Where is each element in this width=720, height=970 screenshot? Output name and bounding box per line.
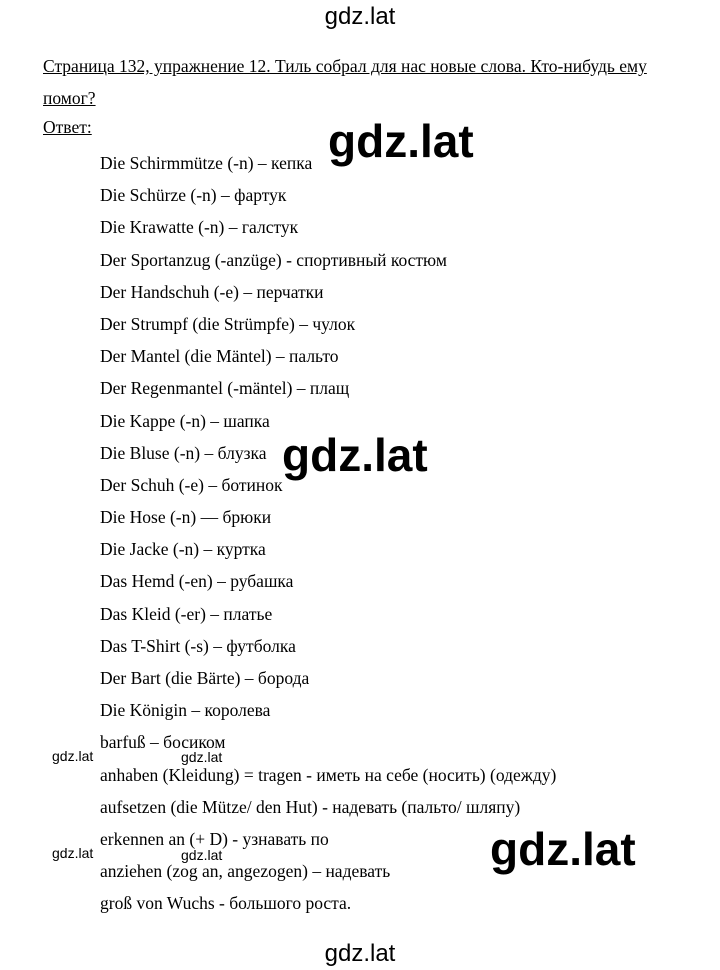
list-item: Der Regenmantel (-mäntel) – плащ bbox=[100, 378, 350, 399]
list-item: Das Kleid (-er) – платье bbox=[100, 603, 273, 624]
list-item: Die Hose (-n) — брюки bbox=[100, 507, 272, 528]
list-item: Die Kappe (-n) – шапка bbox=[100, 410, 270, 431]
list-item: aufsetzen (die Mütze/ den Hut) - надевать (пальто/ шляпу) bbox=[100, 796, 521, 817]
list-item: barfuß – босиком bbox=[100, 732, 226, 753]
watermark-small: gdz.lat bbox=[52, 748, 94, 764]
watermark-large: gdz.lat bbox=[328, 115, 474, 167]
list-item: Das T-Shirt (-s) – футболка bbox=[100, 635, 296, 656]
list-item: groß von Wuchs - большого роста. bbox=[100, 893, 352, 914]
list-item: Die Schürze (-n) – фартук bbox=[100, 185, 287, 206]
list-item: Der Sportanzug (-anzüge) - спортивный костюм bbox=[100, 249, 447, 270]
watermark-small: gdz.lat bbox=[181, 749, 223, 765]
list-item: Das Hemd (-en) – рубашка bbox=[100, 571, 294, 592]
exercise-heading: Страница 132, упражнение 12. Тиль собрал для нас новые слова. Кто-нибудь ему помог? bbox=[43, 56, 647, 108]
answer-label: Ответ: bbox=[43, 117, 92, 137]
list-item: Der Strumpf (die Strümpfe) – чулок bbox=[100, 313, 356, 334]
list-item: Die Schirmmütze (-n) – кепка bbox=[100, 153, 313, 173]
watermark-bottom: gdz.lat bbox=[324, 940, 396, 967]
list-item: anhaben (Kleidung) = tragen - иметь на себе (носить) (одежду) bbox=[100, 764, 557, 785]
list-item: anziehen (zog an, angezogen) – надевать bbox=[100, 861, 391, 882]
list-item: Der Schuh (-e) – ботинок bbox=[100, 474, 283, 495]
list-item: Der Bart (die Bärte) – борода bbox=[100, 668, 310, 688]
list-item: Die Bluse (-n) – блузка bbox=[100, 442, 267, 463]
list-item: erkennen an (+ D) - узнавать по bbox=[100, 828, 329, 849]
list-item: Die Jacke (-n) – куртка bbox=[100, 539, 266, 560]
watermark-large: gdz.lat bbox=[490, 823, 636, 875]
vocabulary-list bbox=[100, 147, 556, 920]
list-item: Der Mantel (die Mäntel) – пальто bbox=[100, 346, 339, 367]
list-item: Die Königin – королева bbox=[100, 700, 271, 721]
watermark-large: gdz.lat bbox=[282, 429, 428, 481]
watermark-small: gdz.lat bbox=[52, 845, 94, 861]
list-item: Der Handschuh (-e) – перчатки bbox=[100, 281, 324, 302]
watermark-small: gdz.lat bbox=[181, 847, 223, 863]
watermark-top: gdz.lat bbox=[324, 3, 396, 30]
list-item: Die Krawatte (-n) – галстук bbox=[100, 217, 299, 238]
